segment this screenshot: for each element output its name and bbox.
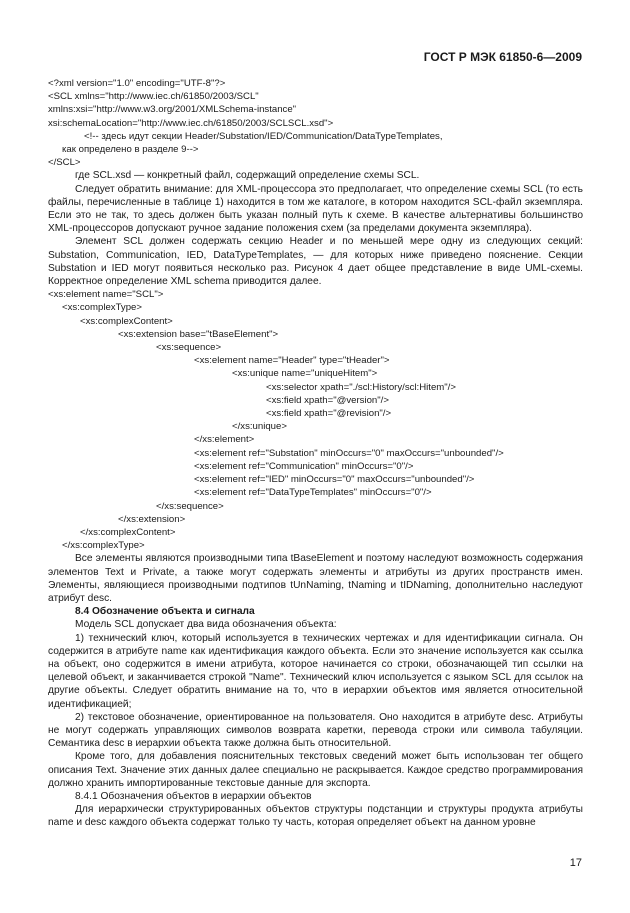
subsection-heading: 8.4.1 Обозначения объектов в иерархии объектов xyxy=(75,790,312,802)
paragraph: где SCL.xsd — конкретный файл, содержащий определение схемы SCL. xyxy=(75,170,420,182)
code-line: <xs:element ref="DataTypeTemplates" minOccurs="0"/> xyxy=(194,487,432,499)
code-line: <xs:element name="Header" type="tHeader"> xyxy=(194,355,390,367)
code-line: </SCL> xyxy=(48,157,81,169)
running-header: ГОСТ Р МЭК 61850-6—2009 xyxy=(423,50,582,64)
code-line: <xs:sequence> xyxy=(156,342,222,354)
code-line: </xs:element> xyxy=(194,434,255,446)
page-content xyxy=(48,77,583,830)
paragraph: Все элементы являются производными типа tBaseElement и поэтому наследуют возможность содержания элементов Text и Private, а также могут содержать элементы и атрибуты из других пространств имен. Элементы, являющиеся производными подтипов tUnNaming, tNaming и tIDNaming, дополнительно наследуют атрибут desc. xyxy=(48,553,583,604)
code-line: <xs:element name="SCL"> xyxy=(48,289,164,301)
code-line: <xs:field xpath="@revision"/> xyxy=(266,408,392,420)
code-comment: <!-- здесь идут секции Header/Substation/IED/Communication/DataTypeTemplates, xyxy=(84,130,443,142)
code-line: </xs:sequence> xyxy=(156,500,224,512)
paragraph: Кроме того, для добавления пояснительных текстовых сведений может быть использован тег общего описания Text. Значение этих данных далее специально не раскрывается. Каждое средство программирования должно хранить импортированные текстовые данные для экспорта. xyxy=(48,751,583,789)
code-line: <xs:extension base="tBaseElement"> xyxy=(118,328,279,340)
paragraph: Модель SCL допускает два вида обозначения объекта: xyxy=(75,619,337,631)
page-number: 17 xyxy=(569,857,582,869)
code-line: <?xml version="1.0" encoding="UTF-8"?> xyxy=(48,78,226,89)
code-line: </xs:unique> xyxy=(232,421,287,433)
paragraph: 2) текстовое обозначение, ориентированное на пользователя. Оно находится в атрибуте desc. Атрибуты не могут содержать управляющих символов возврата каретки, перевода строки или символа табуляции. Семантика desc в иерархии объекта также должна быть относительной. xyxy=(48,711,583,750)
code-line: <xs:complexType> xyxy=(62,302,142,314)
code-line: xsi:schemaLocation="http://www.iec.ch/61850/2003/SCLSCL.xsd"> xyxy=(48,117,334,129)
code-line: <SCL xmlns="http://www.iec.ch/61850/2003/SCL" xyxy=(48,91,259,103)
code-comment: как определено в разделе 9--> xyxy=(62,144,199,156)
code-line: <xs:selector xpath="./scl:History/scl:Hitem"/> xyxy=(266,381,456,393)
code-line: </xs:complexType> xyxy=(62,540,145,552)
code-line: <xs:unique name="uniqueHitem"> xyxy=(232,368,378,380)
code-line: xmlns:xsi="http://www.w3.org/2001/XMLSchema-instance" xyxy=(48,104,297,116)
code-line: <xs:element ref="IED" minOccurs="0" maxOccurs="unbounded"/> xyxy=(194,474,475,486)
code-line: <xs:field xpath="@version"/> xyxy=(266,394,389,406)
paragraph: 1) технический ключ, который используется в технических чертежах и для идентификации сигнала. Он содержится в атрибуте name как идентификация каждого объекта. Если это значение используется как ссылка на объект, оно содержится в имени атрибута, которое начинается со строки, обозначающей тип ссылки на целевой объект, и заканчивается строкой "Name". Технический ключ используется с языком SCL для ссылок на другие объекты. Следует обратить внимание на то, что в иерархии объектов имя является относительной идентификацией; xyxy=(48,632,583,710)
paragraph: Элемент SCL должен содержать секцию Header и по меньшей мере одну из следующих секций: Substation, Communication, IED, DataTypeTemplates, — для которых ниже приведено пояснение. Секции Substation и IED могут появиться несколько раз. Рисунок 4 дает общее представление в виде UML-схемы. Корректное определение XML schema приводится далее. xyxy=(48,236,583,288)
paragraph: Следует обратить внимание: для XML-процессора это предполагает, что определение схемы SCL (то есть файлы, перечисленные в таблице 1) находится в том же каталоге, в котором находится SCL-файл экземпляра. Если это не так, то здесь должен быть указан полный путь к схеме. В качестве альтернативы большинство XML-процессоров допускают ручное задание положения схем (за пределами документа экземпляра). xyxy=(48,183,583,235)
code-line: <xs:complexContent> xyxy=(80,315,173,327)
code-line: <xs:element ref="Communication" minOccurs="0"/> xyxy=(194,460,414,472)
code-line: <xs:element ref="Substation" minOccurs="0" maxOccurs="unbounded"/> xyxy=(194,447,504,459)
paragraph: Для иерархически структурированных объектов структуры подстанции и структуры продукта атрибуты name и desc каждого объекта содержат только ту часть, которая определяет объект на данном уровне xyxy=(48,804,583,829)
section-heading: 8.4 Обозначение объекта и сигнала xyxy=(75,606,255,618)
code-line: </xs:complexContent> xyxy=(80,526,176,538)
code-line: </xs:extension> xyxy=(118,513,186,525)
